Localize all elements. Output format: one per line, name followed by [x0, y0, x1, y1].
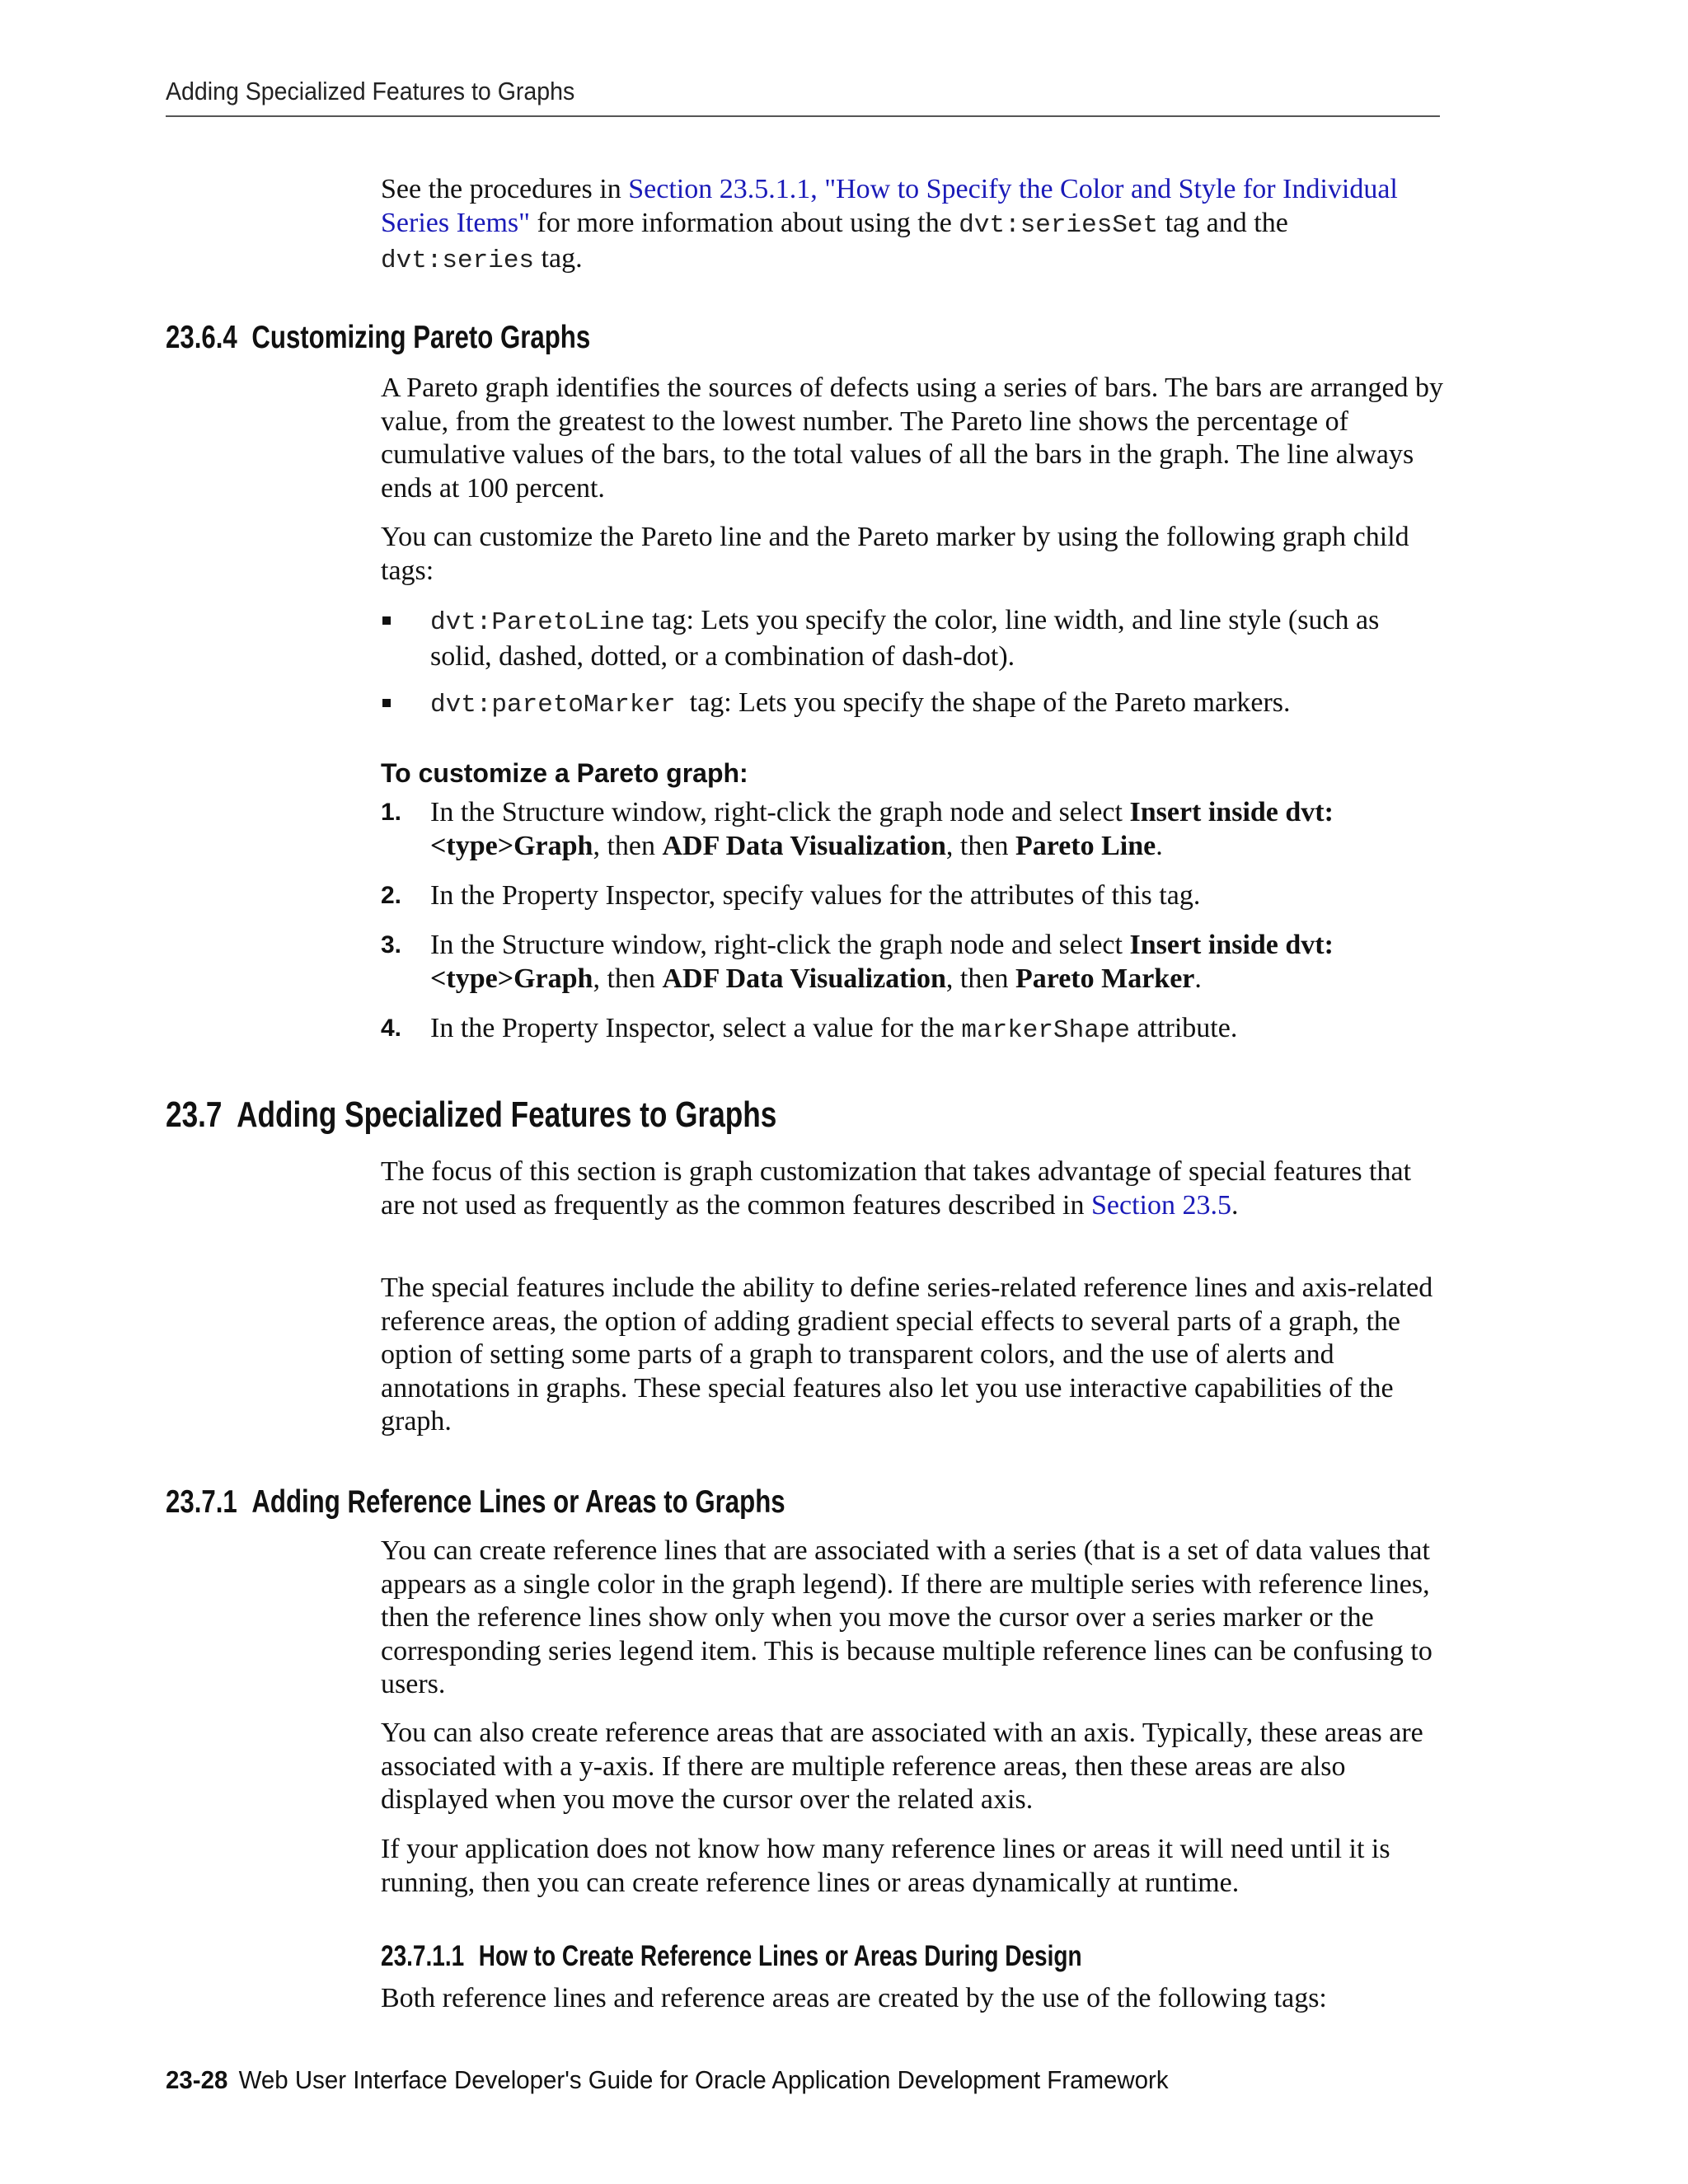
step-text: , then [593, 830, 663, 861]
reference-paragraph-2: You can also create reference areas that are associated with an axis. Typically, these areas are associated with a y-axis. If there are multiple reference areas, then these areas are also displayed when you move the cursor over the related axis. [381, 1718, 1423, 1815]
intro-text-2: for more information about using the [530, 207, 959, 238]
menu-path-adf: ADF Data Visualization [662, 963, 946, 994]
bullet-icon [382, 699, 391, 707]
menu-path-insert: Insert inside dvt:<type>Graph [430, 930, 1334, 994]
specialized-paragraph-2: The special features include the ability to define series-related reference lines and axis-related reference areas, the option of adding gradient special effects to several parts of a graph, the option of setting some parts of a graph to transparent colors, and the use of alerts and annotations in graphs. These special features also let you use interactive capabilities of the graph. [381, 1272, 1433, 1436]
section-heading-23-7-1-1 [381, 1940, 1082, 1973]
step-number: 4. [381, 1015, 402, 1042]
procedure-step [381, 796, 1444, 863]
step-text: In the Structure window, right-click the graph node and select [430, 930, 1130, 960]
procedure-step [381, 929, 1444, 996]
step-text: attribute. [1130, 1013, 1238, 1043]
section-title: How to Create Reference Lines or Areas During Design [478, 1940, 1082, 1972]
step-number: 2. [381, 882, 402, 909]
intro-text-3: tag and the [1158, 207, 1288, 238]
page-footer [166, 2065, 1169, 2095]
section-heading-23-6-4 [166, 320, 590, 356]
code-paretoline: dvt:ParetoLine [430, 608, 645, 637]
section-title: Adding Reference Lines or Areas to Graphs [251, 1484, 785, 1520]
menu-path-pareto-line: Pareto Line [1015, 830, 1156, 861]
intro-text-4: tag. [534, 243, 583, 274]
book-title: Web User Interface Developer's Guide for Oracle Application Development Framework [238, 2065, 1169, 2094]
section-number: 23.7 [166, 1094, 223, 1135]
running-header: Adding Specialized Features to Graphs [166, 77, 575, 105]
pareto-paragraph-2: You can customize the Pareto line and the Pareto marker by using the following graph child tags: [381, 522, 1409, 586]
menu-path-adf: ADF Data Visualization [662, 830, 946, 861]
section-heading-23-7-1 [166, 1484, 785, 1521]
intro-paragraph [381, 173, 1444, 279]
procedure-step [381, 879, 1444, 913]
procedure-title: To customize a Pareto graph: [381, 758, 748, 788]
step-text: In the Structure window, right-click the graph node and select [430, 797, 1130, 827]
step-text: In the Property Inspector, specify values for the attributes of this tag. [430, 880, 1201, 911]
step-number: 1. [381, 799, 402, 826]
section-number: 23.7.1.1 [381, 1940, 465, 1972]
section-title: Customizing Pareto Graphs [251, 320, 591, 355]
paragraph-text: The focus of this section is graph customization that takes advantage of special features that are not used as frequently as the common features described in [381, 1156, 1412, 1221]
procedure-step [381, 1012, 1444, 1048]
section-23-5-link[interactable]: Section 23.5 [1090, 1189, 1231, 1221]
section-number: 23.6.4 [166, 320, 237, 355]
step-text: , then [593, 963, 663, 994]
menu-path-pareto-marker: Pareto Marker [1015, 963, 1195, 994]
reference-paragraph-1: You can create reference lines that are associated with a series (that is a set of data values that appears as a single color in the graph legend). If there are multiple series with reference lines, then the reference lines show only when you move the cursor over a series marker or the corresponding series legend item. This is because multiple reference lines can be confusing to users. [381, 1535, 1432, 1699]
step-text: , then [945, 830, 1015, 861]
paragraph-text: . [1231, 1189, 1239, 1221]
reference-paragraph-3: If your application does not know how many reference lines or areas it will need until it is running, then you can create reference lines or areas dynamically at runtime. [381, 1834, 1390, 1898]
section-heading-23-7 [166, 1094, 776, 1136]
step-text: . [1156, 830, 1163, 861]
pareto-paragraph-1: A Pareto graph identifies the sources of defects using a series of bars. The bars are arranged by value, from the greatest to the lowest number. The Pareto line shows the percentage of cumulative values of the bars, to the total values of all the bars in the graph. The line always ends at 100 percent. [381, 373, 1444, 504]
section-23-5-1-1-link[interactable]: Section 23.5.1.1, "How to Specify the Color and Style for Individual Series Items" [381, 174, 1398, 238]
code-seriesset: dvt:seriesSet [959, 210, 1159, 240]
code-markershape: markerShape [961, 1016, 1131, 1045]
intro-text-1: See the procedures in [381, 174, 629, 204]
section-number: 23.7.1 [166, 1484, 237, 1520]
page-number: 23-28 [166, 2065, 228, 2094]
list-item [381, 604, 1444, 673]
specialized-paragraph-1 [381, 1155, 1444, 1222]
code-series: dvt:series [381, 246, 535, 275]
header-divider [166, 115, 1440, 117]
bullet-icon [382, 616, 391, 625]
section-title: Adding Specialized Features to Graphs [237, 1094, 777, 1135]
design-paragraph-1: Both reference lines and reference areas are created by the use of the following tags: [381, 1983, 1327, 2013]
step-text: . [1194, 963, 1202, 994]
step-number: 3. [381, 931, 402, 958]
step-text: In the Property Inspector, select a value for the [430, 1013, 962, 1043]
list-item [381, 687, 1444, 723]
code-paretomarker: dvt:paretoMarker [430, 691, 676, 719]
bullet-text: tag: Lets you specify the color, line width, and line style (such as solid, dashed, dotted, or a combination of dash-dot). [430, 605, 1380, 672]
menu-path-insert: Insert inside dvt:<type>Graph [430, 797, 1334, 861]
step-text: , then [945, 963, 1015, 994]
bullet-text: tag: Lets you specify the shape of the Pareto markers. [675, 687, 1291, 718]
